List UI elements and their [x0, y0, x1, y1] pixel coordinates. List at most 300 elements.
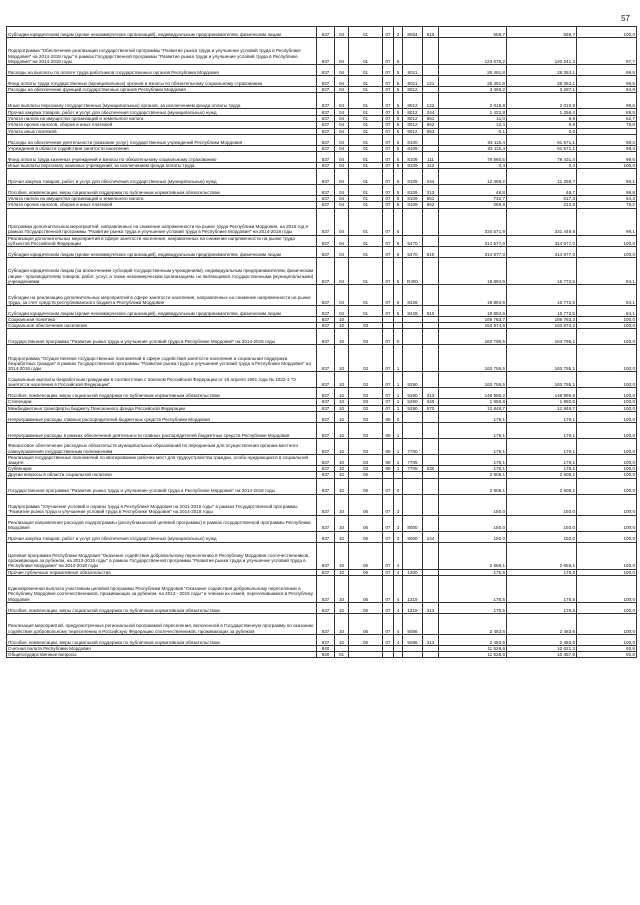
planned-amount: 19 894,9: [439, 306, 507, 317]
program-code: 89: [383, 438, 394, 454]
subsection-code: 01: [349, 27, 383, 38]
subprogram-code: 1: [394, 345, 403, 372]
ministry-code: 837: [317, 285, 335, 306]
executed-amount: 163 795,1: [507, 345, 577, 372]
direction-code: [403, 38, 423, 65]
subsection-code: 01: [349, 169, 383, 185]
expense-type-code: [423, 422, 439, 438]
expense-type-code: [423, 454, 439, 465]
table-row: [7, 306, 637, 317]
subprogram-code: 3: [394, 494, 403, 515]
subprogram-code: 6: [394, 285, 403, 306]
row-name: Единовременная выплата участникам целевой программы Республики Мордовия "Оказание содействия добровольному переселению в Республику Мордовия соотечественников, проживающих за рубежом, на 2013 - 2015 годы" и членам их семей, переселившимся в Республику Мордовия: [7, 575, 317, 602]
subsection-code: 01: [349, 128, 383, 134]
expense-type-code: 852: [423, 122, 439, 128]
planned-amount: 1 950,6: [439, 399, 507, 405]
ministry-code: 837: [317, 134, 335, 145]
direction-code: 8012: [403, 122, 423, 128]
row-name: Государственная программа "Развитие рынка труда и улучшение условий труда в Республике Мордовия" на 2014-2018 годы: [7, 329, 317, 345]
planned-amount: 2 483,6: [439, 634, 507, 645]
executed-amount: 10 621,3: [507, 645, 577, 651]
table-row: [7, 531, 637, 542]
executed-amount: 150,0: [507, 494, 577, 515]
direction-code: [403, 345, 423, 372]
section-code: 10: [335, 531, 349, 542]
executed-amount: 0,0: [507, 128, 577, 134]
section-code: 04: [335, 202, 349, 208]
row-name: Иные выплаты персоналу казенных учреждений, за исключением фонда оплаты труда: [7, 163, 317, 169]
execution-percent: 100,0: [577, 515, 637, 531]
subprogram-code: 5: [394, 38, 403, 65]
program-code: 07: [383, 258, 394, 285]
direction-code: [403, 478, 423, 494]
table-row: [7, 478, 637, 494]
direction-code: 8012: [403, 109, 423, 116]
subprogram-code: 0: [394, 411, 403, 422]
direction-code: 1300: [403, 569, 423, 575]
subsection-code: 01: [349, 185, 383, 196]
ministry-code: 840: [317, 645, 335, 651]
direction-code: 5086: [403, 613, 423, 634]
direction-code: 8100: [403, 134, 423, 145]
planned-amount: 48,8: [439, 185, 507, 196]
direction-code: [403, 652, 423, 658]
subsection-code: [349, 652, 383, 658]
executed-amount: 12 848,7: [507, 405, 577, 411]
section-code: 04: [335, 285, 349, 306]
subsection-code: 01: [349, 306, 383, 317]
expense-type-code: [423, 494, 439, 515]
row-name: Субвенции: [7, 466, 317, 472]
execution-percent: 84,1: [577, 285, 637, 306]
direction-code: 8109: [403, 185, 423, 196]
row-name: Субсидии юридическим лицам (кроме некоммерческих организаций), индивидуальным предпринимателям, физическим лицам: [7, 247, 317, 258]
section-code: 10: [335, 323, 349, 329]
execution-percent: 100,0: [577, 247, 637, 258]
execution-percent: 100,0: [577, 472, 637, 478]
execution-percent: 99,1: [577, 208, 637, 235]
executed-amount: 2 659,1: [507, 542, 577, 569]
section-code: 10: [335, 602, 349, 613]
subsection-code: 01: [349, 196, 383, 202]
subsection-code: 03: [349, 405, 383, 411]
budget-rows: [7, 27, 637, 658]
expense-type-code: [423, 235, 439, 246]
executed-amount: 163 795,1: [507, 329, 577, 345]
program-code: 07: [383, 208, 394, 235]
subsection-code: 01: [349, 202, 383, 208]
page-number: 57: [621, 14, 630, 23]
row-name: Целевая программа Республики Мордовия "Оказание содействия добровольному переселению в Республику Мордовия соотечественников, проживающих за рубежом, на 2013-2015 годы" в рамках Государственной программы "Развитие рынка труда и улучшение условий труда в Республике Мордовия" на 2014-2018 годы: [7, 542, 317, 569]
row-name: Расходы на обеспечение деятельности (оказание услуг) государственных учреждений Республики Мордовия: [7, 134, 317, 145]
execution-percent: 90,1: [577, 169, 637, 185]
program-code: 07: [383, 515, 394, 531]
subsection-code: 06: [349, 494, 383, 515]
ministry-code: 837: [317, 116, 335, 122]
section-code: 10: [335, 472, 349, 478]
subprogram-code: 0: [394, 478, 403, 494]
expense-type-code: 810: [423, 27, 439, 38]
subprogram-code: 4: [394, 613, 403, 634]
execution-percent: 99,5: [577, 65, 637, 76]
table-row: [7, 235, 637, 246]
ministry-code: 837: [317, 87, 335, 93]
expense-type-code: 340: [423, 399, 439, 405]
ministry-code: 837: [317, 422, 335, 438]
row-name: Непрограммные расходы главных распорядителей бюджетных средств Республики Мордовия: [7, 411, 317, 422]
subprogram-code: 1: [394, 388, 403, 399]
executed-amount: 0,4: [507, 163, 577, 169]
table-row: [7, 109, 637, 116]
ministry-code: 837: [317, 466, 335, 472]
expense-type-code: 244: [423, 531, 439, 542]
execution-percent: 99,5: [577, 152, 637, 163]
execution-percent: 100,0: [577, 27, 637, 38]
subprogram-code: 5: [394, 185, 403, 196]
expense-type-code: [423, 515, 439, 531]
table-row: [7, 345, 637, 372]
program-code: 07: [383, 76, 394, 87]
section-code: 10: [335, 613, 349, 634]
section-code: 04: [335, 185, 349, 196]
section-code: 04: [335, 247, 349, 258]
direction-code: 5086: [403, 634, 423, 645]
executed-amount: 179,1: [507, 422, 577, 438]
section-code: 04: [335, 76, 349, 87]
subsection-code: 01: [349, 285, 383, 306]
table-row: [7, 247, 637, 258]
expense-type-code: [423, 652, 439, 658]
section-code: 04: [335, 235, 349, 246]
direction-code: 8428: [403, 306, 423, 317]
ministry-code: 837: [317, 152, 335, 163]
section-code: 04: [335, 196, 349, 202]
subprogram-code: 6: [394, 247, 403, 258]
ministry-code: 837: [317, 27, 335, 38]
ministry-code: 837: [317, 323, 335, 329]
ministry-code: 837: [317, 247, 335, 258]
table-row: [7, 515, 637, 531]
expense-type-code: 810: [423, 247, 439, 258]
planned-amount: 150,0: [439, 515, 507, 531]
direction-code: 5290: [403, 372, 423, 388]
expense-type-code: 570: [423, 405, 439, 411]
expense-type-code: [423, 478, 439, 494]
row-name: Иные выплаты персоналу государственных (муниципальных) органов, за исключением фонда оплаты труда: [7, 93, 317, 109]
direction-code: [403, 208, 423, 235]
ministry-code: 837: [317, 317, 335, 323]
executed-amount: 314 677,0: [507, 247, 577, 258]
subsection-code: 06: [349, 542, 383, 569]
subsection-code: 01: [349, 208, 383, 235]
table-row: [7, 372, 637, 388]
table-row: [7, 208, 637, 235]
planned-amount: 79 860,5: [439, 152, 507, 163]
table-row: [7, 454, 637, 465]
planned-amount: 19 894,9: [439, 258, 507, 285]
expense-type-code: 810: [423, 306, 439, 317]
subsection-code: 06: [349, 569, 383, 575]
direction-code: 8011: [403, 76, 423, 87]
row-name: Реализация дополнительных мероприятий в сфере занятости населения, направленных на снижение напряженности на рынке труда субъектов Российской Федерации: [7, 235, 317, 246]
planned-amount: 28 491,8: [439, 65, 507, 76]
execution-percent: 100,0: [577, 411, 637, 422]
expense-type-code: [423, 372, 439, 388]
executed-amount: 48,7: [507, 185, 577, 196]
program-code: 07: [383, 569, 394, 575]
ministry-code: 837: [317, 163, 335, 169]
ministry-code: 837: [317, 345, 335, 372]
direction-code: [403, 411, 423, 422]
table-row: [7, 575, 637, 602]
direction-code: [403, 494, 423, 515]
section-code: 10: [335, 317, 349, 323]
executed-amount: 150,0: [507, 531, 577, 542]
table-row: [7, 27, 637, 38]
executed-amount: 179,1: [507, 438, 577, 454]
direction-code: 8000: [403, 515, 423, 531]
row-name: Реализация государственных полномочий по квотированию рабочих мест для трудоустройства граждан, особо нуждающихся в социальной защите: [7, 454, 317, 465]
subprogram-code: 2: [394, 27, 403, 38]
executed-amount: 175,5: [507, 569, 577, 575]
program-code: 07: [383, 134, 394, 145]
section-code: 10: [335, 422, 349, 438]
subsection-code: 01: [349, 134, 383, 145]
row-name: Социальные выплаты безработным гражданам в соответствии с Законом Российской Федерации от 19 апреля 1991 года № 1032-1 "О занятости населения в Российской Федерации": [7, 372, 317, 388]
subsection-code: 01: [349, 38, 383, 65]
direction-code: 8428: [403, 285, 423, 306]
planned-amount: 175,5: [439, 569, 507, 575]
execution-percent: 94,8: [577, 87, 637, 93]
subprogram-code: 1: [394, 399, 403, 405]
row-name: Фонд оплаты труда казенных учреждений и взносы по обязательному социальному страхованию: [7, 152, 317, 163]
program-code: 07: [383, 116, 394, 122]
section-code: 10: [335, 405, 349, 411]
direction-code: 8000: [403, 531, 423, 542]
section-code: 10: [335, 478, 349, 494]
direction-code: 8011: [403, 65, 423, 76]
expense-type-code: [423, 438, 439, 454]
subsection-code: 01: [349, 235, 383, 246]
subprogram-code: 4: [394, 575, 403, 602]
section-code: 10: [335, 388, 349, 399]
execution-percent: 100,0: [577, 329, 637, 345]
expense-type-code: 111: [423, 152, 439, 163]
direction-code: 7705: [403, 466, 423, 472]
subprogram-code: 3: [394, 515, 403, 531]
program-code: 07: [383, 634, 394, 645]
subprogram-code: 5: [394, 109, 403, 116]
ministry-code: 840: [317, 652, 335, 658]
program-code: 07: [383, 613, 394, 634]
table-row: [7, 542, 637, 569]
ministry-code: 837: [317, 515, 335, 531]
program-code: 07: [383, 65, 394, 76]
row-name: Реализация мероприятий, предусмотренных региональной программой переселения, включенной в Государственную программу по оказанию содействия добровольному переселению в Российскую Федерацию соотечественников, проживающих за рубежом: [7, 613, 317, 634]
execution-percent: 100,0: [577, 494, 637, 515]
execution-percent: 100,0: [577, 399, 637, 405]
direction-code: R400: [403, 258, 423, 285]
executed-amount: 175,5: [507, 575, 577, 602]
planned-amount: 93 115,4: [439, 145, 507, 151]
budget-table: [6, 26, 637, 658]
executed-amount: 2 010,8: [507, 93, 577, 109]
executed-amount: 331 449,5: [507, 208, 577, 235]
expense-type-code: 121: [423, 76, 439, 87]
execution-percent: 100,0: [577, 317, 637, 323]
ministry-code: 837: [317, 613, 335, 634]
planned-amount: 163 974,6: [439, 323, 507, 329]
subsection-code: 03: [349, 411, 383, 422]
executed-amount: 91 571,1: [507, 134, 577, 145]
subsection-code: 01: [349, 116, 383, 122]
subsection-code: 06: [349, 472, 383, 478]
ministry-code: 837: [317, 76, 335, 87]
execution-percent: 100,0: [577, 531, 637, 542]
executed-amount: 2 483,6: [507, 634, 577, 645]
expense-type-code: [423, 613, 439, 634]
executed-amount: 169 783,3: [507, 317, 577, 323]
executed-amount: 9,9: [507, 122, 577, 128]
ministry-code: 837: [317, 145, 335, 151]
subsection-code: 01: [349, 65, 383, 76]
program-code: 07: [383, 399, 394, 405]
row-name: Прочие публичные нормативные обязательства: [7, 569, 317, 575]
row-name: Уплата иных платежей: [7, 128, 317, 134]
direction-code: 8012: [403, 87, 423, 93]
direction-code: 1319: [403, 602, 423, 613]
subsection-code: 01: [349, 87, 383, 93]
program-code: 07: [383, 478, 394, 494]
program-code: 07: [383, 542, 394, 569]
section-code: 04: [335, 258, 349, 285]
planned-amount: 93 115,4: [439, 134, 507, 145]
row-name: Фонд оплаты труда государственных (муниципальных) органов и взносы по обязательному социальному страхованию: [7, 76, 317, 87]
subprogram-code: 5: [394, 65, 403, 76]
executed-amount: 148 995,9: [507, 388, 577, 399]
planned-amount: 179,1: [439, 438, 507, 454]
expense-type-code: 313: [423, 634, 439, 645]
row-name: Уплата налога на имущество организаций и земельного налога: [7, 116, 317, 122]
program-code: 07: [383, 87, 394, 93]
subsection-code: 01: [349, 76, 383, 87]
row-name: Подпрограмма "Обеспечение реализации государственной программы "Развитие рынка труда и улучшение условий труда в Республике Мордовия" на 2014-2018 годы" в рамках Государственной программы "Развитие рынка труда и улучшение условий труда в Республике Мордовия" на 2014-2018 годы: [7, 38, 317, 65]
section-code: 10: [335, 575, 349, 602]
ministry-code: 837: [317, 472, 335, 478]
execution-percent: 92,8: [577, 645, 637, 651]
execution-percent: 97,7: [577, 38, 637, 65]
execution-percent: 100,0: [577, 422, 637, 438]
section-code: 04: [335, 169, 349, 185]
execution-percent: 79,2: [577, 202, 637, 208]
row-name: Уплата прочих налогов, сборов и иных платежей: [7, 122, 317, 128]
table-row: [7, 134, 637, 145]
ministry-code: 837: [317, 38, 335, 65]
subsection-code: 03: [349, 329, 383, 345]
subsection-code: 03: [349, 422, 383, 438]
ministry-code: 837: [317, 399, 335, 405]
execution-percent: 84,3: [577, 196, 637, 202]
subprogram-code: 5: [394, 163, 403, 169]
planned-amount: 2 483,6: [439, 613, 507, 634]
ministry-code: 837: [317, 109, 335, 116]
table-row: [7, 602, 637, 613]
planned-amount: 179,1: [439, 411, 507, 422]
subprogram-code: 6: [394, 208, 403, 235]
planned-amount: 150,0: [439, 494, 507, 515]
expense-type-code: 112: [423, 163, 439, 169]
direction-code: 8109: [403, 145, 423, 151]
executed-amount: 213,6: [507, 202, 577, 208]
ministry-code: 837: [317, 235, 335, 246]
row-name: Субсидии юридическим лицам (за исключением субсидий государственным учреждениям), индивидуальным предпринимателям, физическим лицам - производителям товаров, работ, услуг, а также некоммерческим организациям, не являющимся государственными (муниципальными) учреждениями: [7, 258, 317, 285]
section-code: 10: [335, 494, 349, 515]
direction-code: [403, 422, 423, 438]
program-code: 07: [383, 329, 394, 345]
subprogram-code: 6: [394, 258, 403, 285]
subprogram-code: [394, 652, 403, 658]
table-row: [7, 634, 637, 645]
executed-amount: 2 483,6: [507, 613, 577, 634]
program-code: 07: [383, 196, 394, 202]
subprogram-code: 1: [394, 372, 403, 388]
executed-amount: 16 772,5: [507, 306, 577, 317]
direction-code: 8012: [403, 93, 423, 109]
executed-amount: 1 258,4: [507, 109, 577, 116]
expense-type-code: [423, 345, 439, 372]
execution-percent: 100,0: [577, 323, 637, 329]
expense-type-code: 244: [423, 109, 439, 116]
ministry-code: 837: [317, 494, 335, 515]
program-code: 89: [383, 466, 394, 472]
program-code: 07: [383, 405, 394, 411]
program-code: 07: [383, 93, 394, 109]
subsection-code: 01: [349, 145, 383, 151]
section-code: 04: [335, 134, 349, 145]
section-code: 04: [335, 65, 349, 76]
subsection-code: 01: [349, 258, 383, 285]
program-code: 07: [383, 38, 394, 65]
section-code: 04: [335, 306, 349, 317]
ministry-code: 837: [317, 634, 335, 645]
execution-percent: 100,0: [577, 613, 637, 634]
subprogram-code: 3: [394, 531, 403, 542]
planned-amount: 2 019,8: [439, 93, 507, 109]
direction-code: 8064: [403, 27, 423, 38]
execution-percent: 88,5: [577, 109, 637, 116]
expense-type-code: [423, 134, 439, 145]
section-code: 04: [335, 93, 349, 109]
executed-amount: 179,1: [507, 466, 577, 472]
subprogram-code: 1: [394, 466, 403, 472]
executed-amount: 163 795,1: [507, 372, 577, 388]
table-row: [7, 411, 637, 422]
subsection-code: 03: [349, 323, 383, 329]
ministry-code: 837: [317, 202, 335, 208]
table-row: [7, 438, 637, 454]
ministry-code: 837: [317, 306, 335, 317]
ministry-code: 837: [317, 405, 335, 411]
subsection-code: 03: [349, 372, 383, 388]
ministry-code: 837: [317, 65, 335, 76]
executed-amount: 28 363,1: [507, 76, 577, 87]
subsection-code: 06: [349, 634, 383, 645]
expense-type-code: [423, 65, 439, 76]
execution-percent: 100,0: [577, 345, 637, 372]
execution-percent: 100,0: [577, 388, 637, 399]
execution-percent: 100,0: [577, 405, 637, 411]
subprogram-code: 5: [394, 76, 403, 87]
